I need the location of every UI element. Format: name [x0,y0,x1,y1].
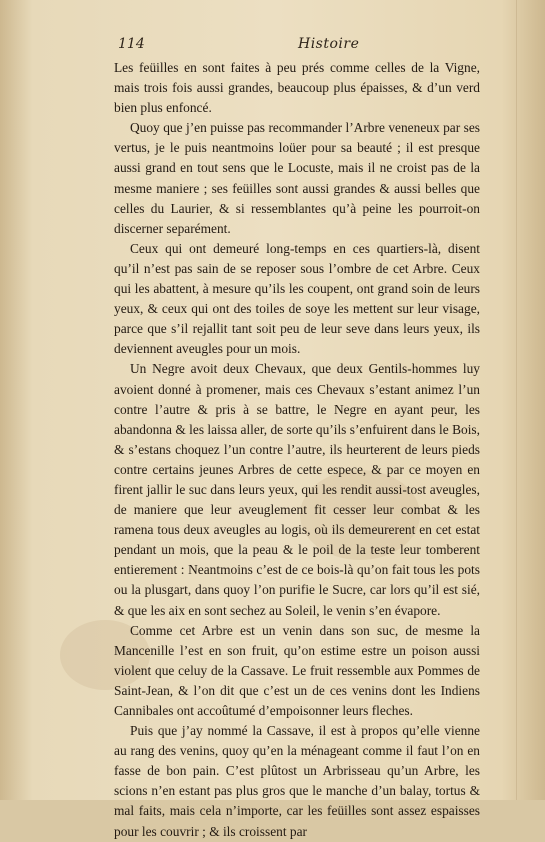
paragraph: Les feüilles en sont faites à peu prés comme celles de la Vigne, mais trois fois aussi grandes, beaucoup plus épaisses, & d’un verd bien plus enfoncé. [114,60,480,116]
paragraph: Comme cet Arbre est un venin dans son suc, de mesme la Mancenille l’est en son fruit, qu’on estime estre un poison aussi violent que celuy de la Cassave. Le fruit ressemble aux Pommes de Saint-Jean, & l’on dit que c’est un de ces venins dont les Indiens Cannibales ont accoûtumé d’empoisonner leurs fleches. [114,622,480,718]
page-edge [516,0,517,800]
paragraph: Puis que j’ay nommé la Cassave, il est à propos qu’elle vienne au rang des venins, quoy qu’en la ménageant comme il faut l’on en fasse de bon pain. C’est plûtost un Arbrisseau qu’un Arbre, les scions n’en estant pas plus gros que le manche d’un balay, tortus & mal faits, mais cela n’importe, car les feüilles sont assez espaisses pour les couvrir ; & ils croissent par [114,723,480,839]
text-body [114,58,480,842]
page-number: 114 [118,36,145,52]
running-title: Histoire [298,36,360,52]
paragraph: Quoy que j’en puisse pas recommander l’Arbre veneneux par ses vertus, je le puis neantmoins loüer pour sa beauté ; il est presque aussi grand en tout sens que le Locuste, mais il ne croist pas de la mesme maniere ; ses feüilles sont aussi grandes & aussi belles que celles du Laurier, & si ressemblantes qu’à peine les pourroit-on discerner separément. [114,120,480,236]
page-header [118,36,481,56]
paragraph: Un Negre avoit deux Chevaux, que deux Gentils-hommes luy avoient donné à promener, mais ces Chevaux s’estant animez l’un contre l’autre & pris à se battre, le Negre en ayant peur, les abandonna & les laissa aller, de sorte qu’ils s’enfuirent dans le Bois, & s’estans choquez l’un contre l’autre, ils heurterent de leurs pieds contre certains jeunes Arbres de cette espece, & par ce moyen en firent jallir le suc dans leurs yeux, qui les rendit aussi-tost aveugles, de maniere que leur aveuglement fit cesser leur combat & les ramena tous deux aveugles au logis, où ils demeurerent en cet estat pendant un mois, que la peau & le poil de la teste leur tomberent entierement : Neantmoins c’est de ce bois-là qu’on fait tous les pots ou la plusgart, dans quoy l’on purifie le Sucre, car lors qu’il est sié, & que les aix en sont sechez au Soleil, le venin s’en évapore. [114,361,480,618]
paragraph: Ceux qui ont demeuré long-temps en ces quartiers-là, disent qu’il n’est pas sain de se reposer sous l’ombre de cet Arbre. Ceux qui les abattent, à mesure qu’ils les coupent, ont grand soin de leurs yeux, & ceux qui ont des toiles de soye les mettent sur leur visage, parce que s’il rejallit tant soit peu de leur seve dans leurs yeux, ils deviennent aveugles pour un mois. [114,240,480,357]
